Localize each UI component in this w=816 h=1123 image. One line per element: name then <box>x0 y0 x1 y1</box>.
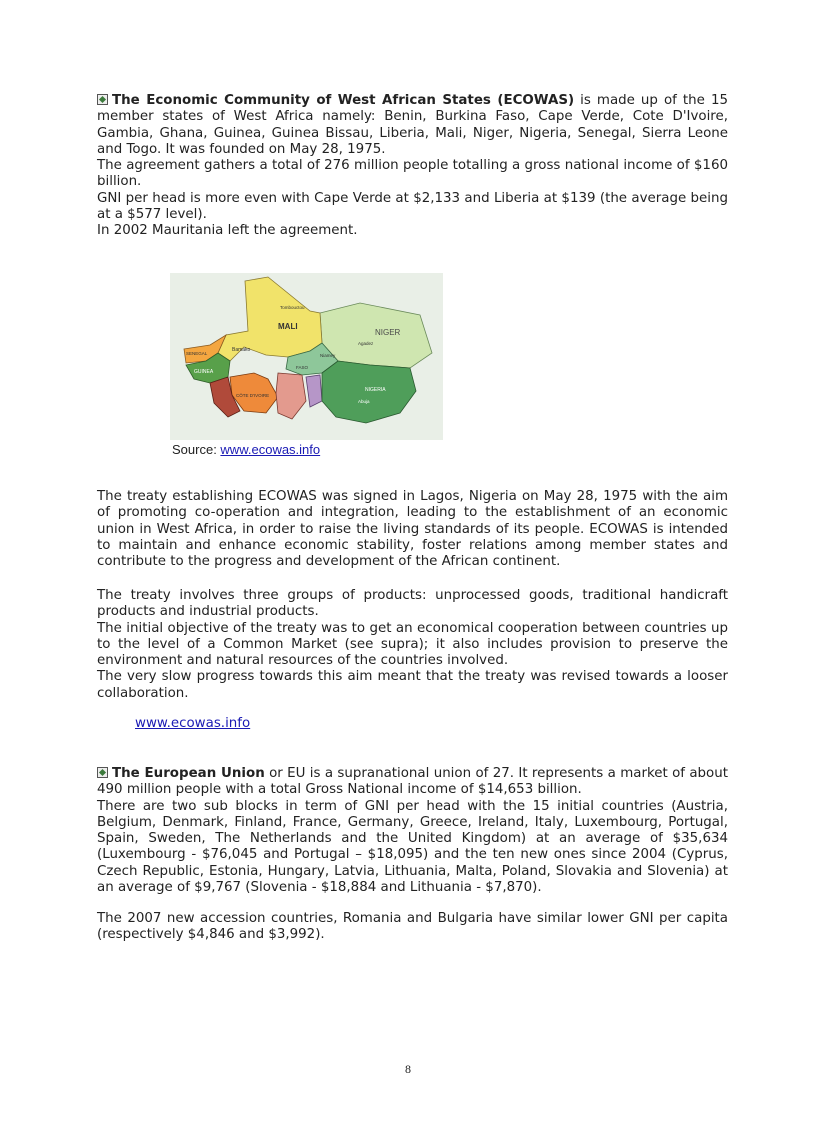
source-link[interactable]: www.ecowas.info <box>220 442 321 457</box>
west-africa-map <box>170 273 443 440</box>
map-label-cote: CÔTE D'IVOIRE <box>236 393 270 398</box>
ecowas-paragraph <box>97 93 728 158</box>
eu-accession: The 2007 new accession countries, Romania and Bulgaria have similar lower GNI per capita (respectively $4,846 and $3,992). <box>97 911 728 943</box>
eu-gni-blocks: There are two sub blocks in term of GNI per head with the 15 initial countries (Austria, Belgium, Denmark, Finland, France, Germany, Greece, Ireland, Italy, Luxembourg, Portugal, Spain, Sweden, The Netherlands and the United Kingdom) at an average of $35,634 (Luxembourg - $76,045 and Portugal – $18,095) and the ten new ones since 2004 (Cyprus, Czech Republic, Estonia, Hungary, Latvia, Lithuania, Malta, Poland, Slovakia and Slovenia) at an average of $9,767 (Slovenia - $18,884 and Lithuania - $7,870). <box>97 798 728 896</box>
eu-title: The European Union <box>112 766 265 781</box>
ecowas-mauritania: In 2002 Mauritania left the agreement. <box>97 223 358 239</box>
map-label-burkina: FASO <box>296 365 309 370</box>
treaty-paragraph-2: The treaty involves three groups of products: unprocessed goods, traditional handicraft products and industrial products. <box>97 588 728 620</box>
treaty-paragraph-1: The treaty establishing ECOWAS was signed in Lagos, Nigeria on May 28, 1975 with the aim of promoting co-operation and integration, leading to the establishment of an economic union in West Africa, in order to raise the living standards of its people. ECOWAS is intended to maintain and enhance economic stability, foster relations among member states and contribute to the progress and development of the African continent. <box>97 489 728 570</box>
eu-accession-block <box>97 911 728 944</box>
treaty-paragraph-block <box>97 489 728 570</box>
map-label-senegal: SENEGAL <box>186 351 208 356</box>
ecowas-link[interactable]: www.ecowas.info <box>135 716 251 731</box>
ecowas-gni: GNI per head is more even with Cape Verde at $2,133 and Liberia at $139 (the average being at a $577 level). <box>97 190 728 223</box>
diamond-bullet-icon <box>97 767 108 778</box>
source-label: Source: <box>172 442 221 457</box>
eu-intro: or EU is a supranational union of 27. It represents a market of about 490 million people with a total Gross National income of $14,653 billion. <box>97 766 728 798</box>
ecowas-section <box>97 93 728 240</box>
ecowas-title: The Economic Community of West African States (ECOWAS) <box>112 93 575 108</box>
map-label-niger: NIGER <box>375 328 401 337</box>
eu-paragraph <box>97 766 728 799</box>
eu-section <box>97 766 728 896</box>
map-label-niamey: Niamey <box>320 353 336 358</box>
diamond-bullet-icon <box>97 94 108 105</box>
map-label-guinea: GUINEA <box>194 369 214 375</box>
map-label-nigeria: NIGERIA <box>365 387 386 393</box>
ecowas-population: The agreement gathers a total of 276 million people totalling a gross national income of $160 billion. <box>97 158 728 190</box>
map-label-mali: MALI <box>278 322 298 331</box>
ecowas-link-line <box>135 716 250 731</box>
ecowas-intro: is made up of the 15 member states of West Africa namely: Benin, Burkina Faso, Cape Verde, Cote D'Ivoire, Gambia, Ghana, Guinea, Guinea Bissau, Liberia, Mali, Niger, Nigeria, Senegal, Sierra Leone and Togo. It was founded on May 28, 1975. <box>97 93 728 157</box>
map-label-tombouctou: Tombouctou <box>280 305 305 310</box>
map-label-bamako: Bamako <box>232 347 251 353</box>
map-label-agadez: Agadez <box>358 341 374 346</box>
treaty-paragraph-4: The very slow progress towards this aim meant that the treaty was revised towards a looser collaboration. <box>97 669 728 701</box>
west-africa-map-image <box>170 273 443 440</box>
page-number: 8 <box>405 1062 411 1076</box>
map-label-abuja: Abuja <box>358 399 370 404</box>
treaty-paragraph-3: The initial objective of the treaty was to get an economical cooperation between countries up to the level of a Common Market (see supra); it also includes provision to preserve the environment and natural resources of the countries involved. <box>97 620 728 669</box>
treaty-products-block <box>97 588 728 702</box>
map-source <box>172 442 320 457</box>
